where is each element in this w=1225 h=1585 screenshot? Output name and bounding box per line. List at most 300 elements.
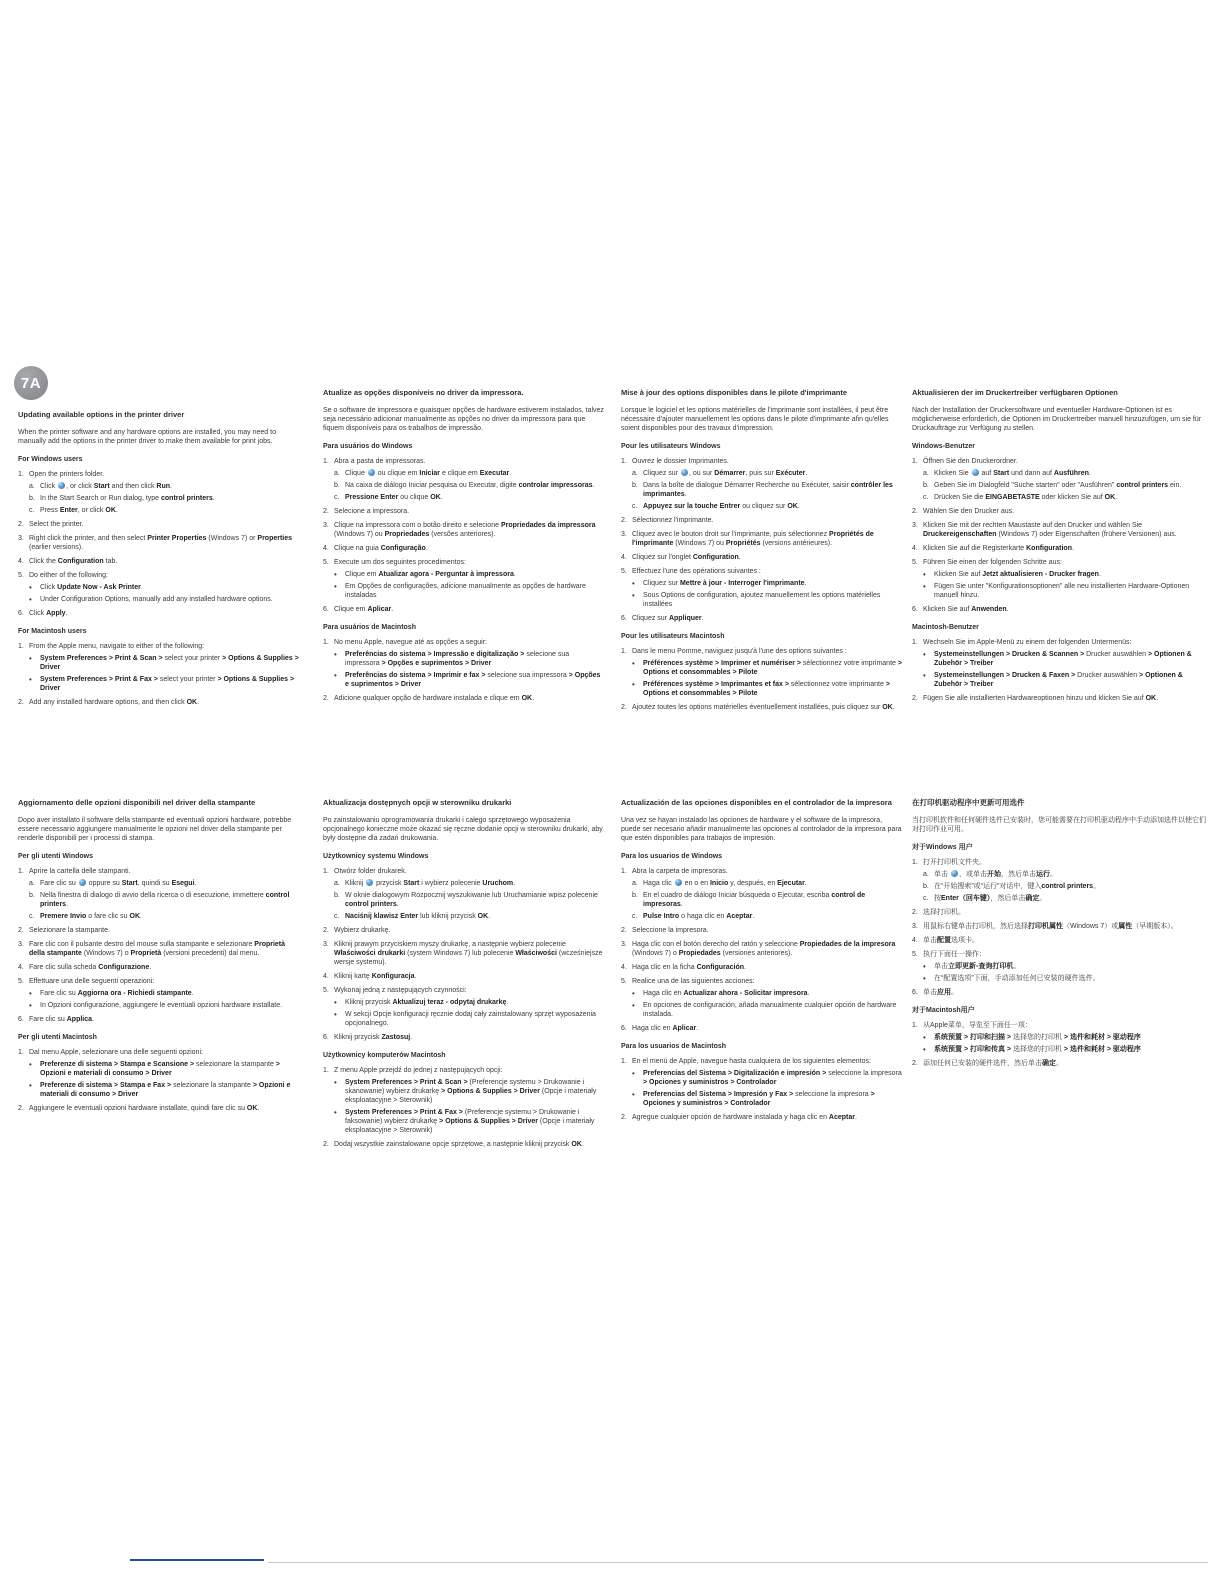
column-intro: Lorsque le logiciel et les options matérielles de l'imprimante sont installées, il peut être nécessaire d'ajouter manuellement les options dans le pilote d'imprimante afin qu'elles soient disponibles pour des travaux d'impression. — [621, 407, 889, 432]
substep — [923, 894, 1212, 903]
substep-letter: c. — [923, 895, 929, 902]
windows-start-icon — [972, 469, 979, 476]
step-number: 1. — [323, 639, 329, 646]
step — [323, 605, 605, 614]
step-text: 添加任何已安装的硬件选件，然后单击确定。 — [923, 1060, 1063, 1067]
subsection-heading: 对于Macintosh用户 — [912, 1007, 975, 1014]
step-text: Selezionare la stampante. — [29, 927, 110, 934]
substep — [334, 891, 605, 909]
column-english — [18, 366, 300, 712]
column-spanish — [621, 798, 903, 1127]
bullet-marker: • — [29, 989, 32, 998]
windows-start-icon — [675, 879, 682, 886]
step-text: 单击配置选项卡。 — [923, 937, 979, 944]
step — [621, 867, 903, 921]
step-text: Abra la carpeta de impresoras. — [632, 868, 728, 875]
step-number: 1. — [621, 648, 627, 655]
bullet-marker: • — [923, 974, 926, 983]
column-french — [621, 366, 903, 717]
step — [912, 694, 1212, 703]
step-text: Cliquez sur Appliquer. — [632, 615, 704, 622]
windows-start-icon — [366, 879, 373, 886]
bullet-marker: • — [632, 1090, 635, 1099]
step — [621, 926, 903, 935]
step-number: 5. — [323, 987, 329, 994]
substep-text: Haga clic en o en Inicio y, después, en Ejecutar. — [643, 880, 807, 887]
step — [912, 457, 1212, 502]
substep-letter: a. — [29, 483, 35, 490]
substep — [923, 882, 1212, 891]
step-text: Fare clic su Applica. — [29, 1016, 94, 1023]
substep-letter: b. — [923, 482, 929, 489]
step — [18, 1104, 300, 1113]
substep-text: Preferencias del Sistema > Impresión y Fax > seleccione la impresora > Opciones y suministros > Controlador — [643, 1091, 875, 1107]
step-text: Sélectionnez l'imprimante. — [632, 517, 714, 524]
step-text: Dodaj wszystkie zainstalowane opcje sprzętowe, a następnie kliknij przycisk OK. — [334, 1141, 584, 1148]
column-polish — [323, 798, 605, 1154]
bullet-item — [29, 1081, 300, 1099]
step-number: 3. — [621, 531, 627, 538]
bullet-marker: • — [632, 579, 635, 588]
bullet-marker: • — [334, 582, 337, 591]
step — [323, 986, 605, 1028]
step-number: 1. — [621, 1058, 627, 1065]
step-text: 单击应用。 — [923, 989, 958, 996]
step-text: Click the Configuration tab. — [29, 558, 118, 565]
substep-text: W oknie dialogowym Rozpocznij wyszukiwanie lub Uruchamianie wpisz polecenie control printers. — [345, 892, 598, 908]
step-number: 2. — [621, 927, 627, 934]
substep — [29, 506, 300, 515]
step — [323, 1140, 605, 1149]
substep-text: Klicken Sie auf Start und dann auf Ausführen. — [934, 470, 1091, 477]
step — [621, 1024, 903, 1033]
step-number: 6. — [18, 610, 24, 617]
bullet-marker: • — [29, 1060, 32, 1069]
step-text: Fügen Sie alle installierten Hardwareoptionen hinzu und klicken Sie auf OK. — [923, 695, 1159, 702]
step-text: Do either of the following: — [29, 572, 108, 579]
step — [18, 557, 300, 566]
substep-text: In the Start Search or Run dialog, type control printers. — [40, 495, 215, 502]
column-intro: When the printer software and any hardware options are installed, you may need to manually add the options in the printer driver to make them available for print jobs. — [18, 429, 276, 445]
step-number: 1. — [912, 1022, 918, 1029]
substep-text: System Preferences > Print & Fax > (Preferencje systemu > Drukowanie i faksowanie) wybierz drukarkę > Options & Supplies > Driver (Opcje i materiały eksploatacyjne > Sterownik) — [345, 1109, 595, 1134]
substep — [923, 493, 1212, 502]
substep-letter: a. — [632, 470, 638, 477]
subsection-heading: For Macintosh users — [18, 628, 87, 635]
step-badge: 7A — [14, 366, 48, 400]
step-number: 5. — [621, 978, 627, 985]
step — [323, 694, 605, 703]
step-number: 6. — [323, 606, 329, 613]
footer-rule — [268, 1562, 1208, 1563]
step — [621, 977, 903, 1019]
step — [621, 1057, 903, 1108]
column-intro: Dopo aver installato il software della stampante ed eventuali opzioni hardware, potrebbe essere necessario aggiungere manualmente le opzioni nel driver della stampante per renderle disponibili per i processi di stampa. — [18, 817, 292, 842]
substep-text: Sous Options de configuration, ajoutez manuellement les options matérielles installées — [643, 592, 881, 608]
step-text: En el menú de Apple, navegue hasta cualquiera de los siguientes elementos: — [632, 1058, 871, 1065]
subsection-heading: 对于Windows 用户 — [912, 844, 973, 851]
substep-text: Préférences système > Imprimantes et fax > sélectionnez votre imprimante > Options et consommables > Pilote — [643, 681, 890, 697]
substep-text: Dans la boîte de dialogue Démarrer Recherche ou Exécuter, saisir contrôler les imprimantes. — [643, 482, 893, 498]
column-title: Actualización de las opciones disponibles en el controlador de la impresora — [621, 798, 892, 807]
column-title: Atualize as opções disponíveis no driver da impressora. — [323, 388, 524, 397]
step-text: Execute um dos seguintes procedimentos: — [334, 559, 466, 566]
bullet-item — [923, 582, 1212, 600]
bullet-item — [334, 1108, 605, 1135]
bullet-item — [923, 671, 1212, 689]
substep-text: 在“开始搜索”或“运行”对话中，键入control printers。 — [934, 883, 1101, 890]
step-number: 6. — [621, 1025, 627, 1032]
step — [912, 638, 1212, 689]
step-number: 1. — [18, 471, 24, 478]
step-text: 打开打印机文件夹。 — [923, 859, 986, 866]
substep — [29, 482, 300, 491]
substep-text: 系统预置 > 打印和传真 > 选择您的打印机 > 选件和耗材 > 驱动程序 — [934, 1046, 1141, 1053]
substep-text: Fare clic su Aggiorna ora - Richiedi stampante. — [40, 990, 194, 997]
substep-text: System Preferences > Print & Fax > select your printer > Options & Supplies > Driver — [40, 676, 295, 692]
bullet-item — [29, 595, 300, 604]
step-text: Select the printer. — [29, 521, 84, 528]
bullet-item — [334, 582, 605, 600]
substep-letter: c. — [334, 913, 340, 920]
step — [323, 1066, 605, 1135]
step-number: 2. — [912, 909, 918, 916]
step-number: 4. — [912, 937, 918, 944]
step — [18, 963, 300, 972]
step-text: Otwórz folder drukarek. — [334, 868, 407, 875]
substep-text: Geben Sie im Dialogfeld "Suche starten" oder "Ausführen" control printers ein. — [934, 482, 1182, 489]
step — [18, 698, 300, 707]
step-number: 5. — [912, 951, 918, 958]
step-text: Add any installed hardware options, and then click OK. — [29, 699, 200, 706]
bullet-marker: • — [923, 1033, 926, 1042]
substep-text: Under Configuration Options, manually add any installed hardware options. — [40, 596, 273, 603]
substep-letter: a. — [334, 470, 340, 477]
step-number: 2. — [621, 517, 627, 524]
substep-letter: b. — [334, 892, 340, 899]
step-text: Klicken Sie auf Anwenden. — [923, 606, 1009, 613]
substep-text: 单击立即更新-查询打印机。 — [934, 963, 1021, 970]
step-number: 3. — [18, 941, 24, 948]
substep — [334, 493, 605, 502]
step-number: 2. — [912, 695, 918, 702]
substep-letter: c. — [334, 494, 340, 501]
step-number: 2. — [18, 521, 24, 528]
column-intro: Una vez se hayan instalado las opciones de hardware y el software de la impresora, puede ser necesario añadir manualmente las opciones al controlador de la impresora para que estén disponibles para trabajos de impresión. — [621, 817, 902, 842]
substep-text: System Preferences > Print & Scan > (Preferencje systemu > Drukowanie i skanowanie) wybierz drukarkę > Options & Supplies > Driver (Opcje i materiały eksploatacyjne > Sterownik) — [345, 1079, 597, 1104]
step-text: Aprire la cartella delle stampanti. — [29, 868, 131, 875]
substep-text: Preferenze di sistema > Stampa e Scansione > selezionare la stampante > Opzioni e materiali di consumo > Driver — [40, 1061, 280, 1077]
step-number: 1. — [912, 458, 918, 465]
step — [621, 963, 903, 972]
bullet-item — [632, 579, 903, 588]
step-number: 1. — [18, 1049, 24, 1056]
subsection-heading: Pour les utilisateurs Macintosh — [621, 633, 725, 640]
step — [323, 558, 605, 600]
step-text: 选择打印机。 — [923, 909, 965, 916]
substep-text: Press Enter, or click OK. — [40, 507, 118, 514]
substep-text: Pressione Enter ou clique OK. — [345, 494, 443, 501]
windows-start-icon — [368, 469, 375, 476]
step — [912, 544, 1212, 553]
subsection-heading: Pour les utilisateurs Windows — [621, 443, 721, 450]
step-text: Aggiungere le eventuali opzioni hardware installate, quindi fare clic su OK. — [29, 1105, 260, 1112]
step-text: Wählen Sie den Drucker aus. — [923, 508, 1015, 515]
substep-text: Appuyez sur la touche Entrer ou cliquez sur OK. — [643, 503, 800, 510]
step — [912, 936, 1212, 945]
substep-letter: a. — [334, 880, 340, 887]
bullet-item — [632, 591, 903, 609]
substep-text: W sekcji Opcje konfiguracji ręcznie dodaj cały zainstalowany sprzęt wyposażenia opcjonalnego. — [345, 1011, 596, 1027]
substep-text: Fare clic su oppure su Start, quindi su Esegui. — [40, 880, 197, 887]
step-text: From the Apple menu, navigate to either of the following: — [29, 643, 205, 650]
substep-text: Na caixa de diálogo Iniciar pesquisa ou Executar, digite controlar impressoras. — [345, 482, 595, 489]
substep-letter: b. — [29, 892, 35, 899]
substep-text: Clique em Atualizar agora - Perguntar à impressora. — [345, 571, 516, 578]
column-german — [912, 366, 1212, 708]
step — [323, 507, 605, 516]
bullet-item — [923, 1033, 1212, 1042]
step-number: 1. — [323, 458, 329, 465]
substep-letter: c. — [632, 913, 638, 920]
step-number: 4. — [18, 558, 24, 565]
step — [912, 507, 1212, 516]
step — [912, 605, 1212, 614]
substep-text: Klicken Sie auf Jetzt aktualisieren - Drucker fragen. — [934, 571, 1101, 578]
substep-text: Systemeinstellungen > Drucken & Scannen > Drucker auswählen > Optionen & Zubehör > Treiber — [934, 651, 1192, 667]
substep — [923, 469, 1212, 478]
step-number: 2. — [912, 1060, 918, 1067]
step-text: Führen Sie einen der folgenden Schritte aus: — [923, 559, 1062, 566]
step — [323, 940, 605, 967]
substep-text: Kliknij przycisk Aktualizuj teraz - odpytaj drukarkę. — [345, 999, 509, 1006]
step-number: 3. — [912, 522, 918, 529]
step — [18, 940, 300, 958]
substep-letter: a. — [923, 470, 929, 477]
step — [323, 638, 605, 689]
substep — [632, 481, 903, 499]
bullet-item — [334, 671, 605, 689]
step-number: 2. — [18, 927, 24, 934]
step-text: 从Apple菜单，导览至下面任一项： — [923, 1022, 1032, 1029]
bullet-marker: • — [29, 654, 32, 663]
step-text: Haga clic en Aplicar. — [632, 1025, 699, 1032]
step-number: 6. — [18, 1016, 24, 1023]
windows-start-icon — [79, 879, 86, 886]
bullet-marker: • — [632, 1069, 635, 1078]
step-text: Effettuare una delle seguenti operazioni: — [29, 978, 155, 985]
footer-accent-line — [130, 1559, 264, 1561]
step-text: Clique na guia Configuração. — [334, 545, 428, 552]
step-text: Öffnen Sie den Druckerordner. — [923, 458, 1018, 465]
bullet-marker: • — [632, 680, 635, 689]
bullet-marker: • — [923, 962, 926, 971]
step-number: 5. — [18, 978, 24, 985]
column-portuguese — [323, 366, 605, 708]
step-number: 6. — [621, 615, 627, 622]
step-text: Seleccione la impresora. — [632, 927, 709, 934]
substep — [334, 912, 605, 921]
step-number: 5. — [621, 568, 627, 575]
windows-start-icon — [951, 870, 958, 877]
step — [912, 858, 1212, 903]
step-number: 3. — [323, 941, 329, 948]
substep — [632, 879, 903, 888]
substep-letter: a. — [923, 871, 929, 878]
step-number: 4. — [323, 545, 329, 552]
step-number: 2. — [323, 508, 329, 515]
step-number: 4. — [323, 973, 329, 980]
step — [18, 1015, 300, 1024]
step-text: Cliquez avec le bouton droit sur l'imprimante, puis sélectionnez Propriétés de l'imprimante (Windows 7) ou Propriétés (versions antérieures). — [632, 531, 874, 547]
step-number: 1. — [621, 458, 627, 465]
step-number: 3. — [18, 535, 24, 542]
bullet-item — [29, 1001, 300, 1010]
substep-text: In Opzioni configurazione, aggiungere le eventuali opzioni hardware installate. — [40, 1002, 283, 1009]
bullet-marker: • — [334, 998, 337, 1007]
column-title: 在打印机驱动程序中更新可用选件 — [912, 798, 1025, 807]
substep-letter: b. — [923, 883, 929, 890]
step-number: 3. — [912, 923, 918, 930]
bullet-marker: • — [334, 1108, 337, 1117]
bullet-marker: • — [923, 570, 926, 579]
step — [323, 867, 605, 921]
step — [912, 950, 1212, 983]
bullet-item — [334, 570, 605, 579]
step-text: Kliknij prawym przyciskiem myszy drukarkę, a następnie wybierz polecenie Właściwości drukarki (system Windows 7) lub polecenie Właściwości (wcześniejsze wersje systemu). — [334, 941, 603, 966]
substep — [29, 494, 300, 503]
step-text: Klicken Sie auf die Registerkarte Konfiguration. — [923, 545, 1074, 552]
step-number: 1. — [912, 639, 918, 646]
bullet-marker: • — [632, 989, 635, 998]
step-number: 5. — [323, 559, 329, 566]
bullet-marker: • — [29, 1081, 32, 1090]
step — [621, 567, 903, 609]
bullet-item — [632, 1069, 903, 1087]
step-number: 1. — [18, 868, 24, 875]
step — [621, 553, 903, 562]
step-text: Right click the printer, and then select Printer Properties (Windows 7) or Properties (earlier versions). — [29, 535, 293, 551]
step-text: Haga clic en la ficha Configuración. — [632, 964, 746, 971]
bullet-item — [632, 659, 903, 677]
bullet-item — [29, 583, 300, 592]
substep-text: Cliquez sur Mettre à jour - Interroger l'imprimante. — [643, 580, 807, 587]
substep-text: Cliquez sur , ou sur Démarrer, puis sur Exécuter. — [643, 470, 808, 477]
column-intro: Se o software de impressora e quaisquer opções de hardware estiverem instalados, talvez seja necessário adicionar manualmente as opções no driver da impressora para que fiquem disponíveis para os trabalhos de impressão. — [323, 407, 604, 432]
step — [18, 926, 300, 935]
step-number: 2. — [323, 1141, 329, 1148]
column-italian — [18, 798, 300, 1118]
bullet-marker: • — [334, 1078, 337, 1087]
column-intro: Nach der Installation der Druckersoftware und eventueller Hardware-Optionen ist es möglicherweise erforderlich, die Optionen im Druckertreiber manuell hinzuzufügen, um sie für Druckaufträge zur Verfügung zu stellen. — [912, 407, 1202, 432]
step-number: 6. — [912, 606, 918, 613]
substep — [923, 481, 1212, 490]
step-number: 4. — [912, 545, 918, 552]
step-text: Adicione qualquer opção de hardware instalada e clique em OK. — [334, 695, 535, 702]
bullet-marker: • — [923, 671, 926, 680]
bullet-item — [923, 962, 1212, 971]
substep-text: Pulse Intro o haga clic en Aceptar. — [643, 913, 755, 920]
step — [621, 940, 903, 958]
step-number: 2. — [18, 1105, 24, 1112]
bullet-item — [632, 1090, 903, 1108]
substep-text: Preferências do sistema > Impressão e digitalização > selecione sua impressora > Opções e suprimentos > Driver — [345, 651, 570, 667]
substep-letter: b. — [632, 892, 638, 899]
step — [323, 926, 605, 935]
substep — [632, 502, 903, 511]
step-number: 6. — [912, 989, 918, 996]
bullet-marker: • — [923, 650, 926, 659]
column-intro: Po zainstalowaniu oprogramowania drukarki i całego sprzętowego wyposażenia opcjonalnego konieczne może okazać się ręczne dodanie opcji w sterowniku drukarki, aby były dostępne dla zadań drukowania. — [323, 817, 603, 842]
step — [18, 1048, 300, 1099]
substep-text: 按Enter（回车键），然后单击确定。 — [934, 895, 1047, 902]
step — [323, 544, 605, 553]
column-intro: 当打印机软件和任何硬件选件已安装时，您可能需要在打印机驱动程序中手动添加选件以使它们对打印作业可用。 — [912, 817, 1206, 833]
step — [912, 1021, 1212, 1054]
step — [18, 977, 300, 1010]
substep-text: System Preferences > Print & Scan > select your printer > Options & Supplies > Driver — [40, 655, 299, 671]
step-text: Fare clic con il pulsante destro del mouse sulla stampante e selezionare Proprietà della stampante (Windows 7) o Proprietà (versioni precedenti) dal menu. — [29, 941, 286, 957]
substep — [29, 879, 300, 888]
step-number: 2. — [18, 699, 24, 706]
bullet-item — [923, 1045, 1212, 1054]
substep-letter: c. — [29, 913, 35, 920]
substep-text: Nella finestra di dialogo di avvio della ricerca o di esecuzione, immettere control printers. — [40, 892, 290, 908]
step-number: 3. — [323, 522, 329, 529]
substep-text: Drücken Sie die EINGABETASTE oder klicken Sie auf OK. — [934, 494, 1118, 501]
substep — [632, 469, 903, 478]
bullet-item — [29, 1060, 300, 1078]
bullet-item — [632, 680, 903, 698]
subsection-heading: Macintosh-Benutzer — [912, 624, 979, 631]
step-number: 6. — [323, 1034, 329, 1041]
step-text: Wybierz drukarkę. — [334, 927, 391, 934]
step-number: 2. — [912, 508, 918, 515]
substep — [632, 891, 903, 909]
column-title: Aktualisieren der im Druckertreiber verfügbaren Optionen — [912, 388, 1118, 397]
bullet-item — [29, 654, 300, 672]
substep — [334, 879, 605, 888]
substep-letter: b. — [632, 482, 638, 489]
step-number: 5. — [912, 559, 918, 566]
bullet-marker: • — [923, 582, 926, 591]
step — [18, 867, 300, 921]
column-title: Updating available options in the printer driver — [18, 410, 185, 419]
step-text: Wechseln Sie im Apple-Menü zu einem der folgenden Untermenüs: — [923, 639, 1132, 646]
substep-text: Click , or click Start and then click Run. — [40, 483, 172, 490]
step-number: 3. — [621, 941, 627, 948]
subsection-heading: Para los usuarios de Windows — [621, 853, 723, 860]
step-text: Open the printers folder. — [29, 471, 105, 478]
step — [912, 1059, 1212, 1068]
substep-letter: c. — [29, 507, 35, 514]
step-number: 2. — [323, 695, 329, 702]
bullet-marker: • — [29, 675, 32, 684]
step — [621, 457, 903, 511]
step-number: 1. — [621, 868, 627, 875]
substep — [923, 870, 1212, 879]
bullet-item — [923, 650, 1212, 668]
step — [912, 521, 1212, 539]
step-text: Klicken Sie mit der rechten Maustaste auf den Drucker und wählen Sie Druckereigenschaften (Windows 7) oder Eigenschaften (frühere Versionen) aus. — [923, 522, 1177, 538]
substep-text: Em Opções de configurações, adicione manualmente as opções de hardware instaladas — [345, 583, 586, 599]
bullet-item — [29, 989, 300, 998]
bullet-marker: • — [632, 591, 635, 600]
step-text: Cliquez sur l'onglet Configuration. — [632, 554, 741, 561]
substep — [632, 912, 903, 921]
bullet-marker: • — [29, 583, 32, 592]
step-text: Agregue cualquier opción de hardware instalada y haga clic en Aceptar. — [632, 1114, 857, 1121]
